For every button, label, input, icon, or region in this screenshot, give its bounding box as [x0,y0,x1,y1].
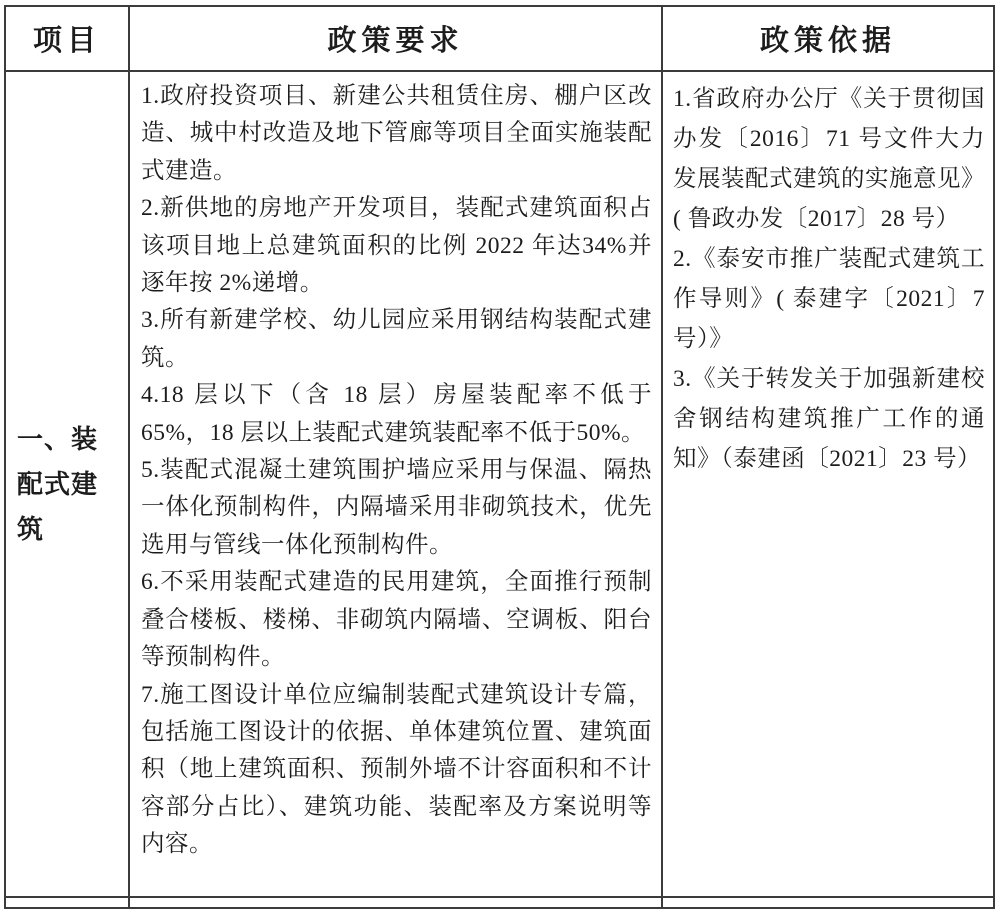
next-row-stub-project [6,898,130,907]
requirement-item: 5.装配式混凝土建筑围护墙应采用与保温、隔热一体化预制构件，内隔墙采用非砌筑技术，优先选用与管线一体化预制构件。 [141,457,652,558]
requirements-cell [130,72,663,898]
requirement-item: 4.18 层以下（含 18 层）房屋装配率不低于65%，18 层以上装配式建筑装配率不低于50%。 [141,382,652,446]
next-row-stub-basis [663,898,993,907]
header-cell-project: 项目 [6,7,130,72]
basis-item: 3.《关于转发关于加强新建校舍钢结构建筑推广工作的通知》（泰建函〔2021〕23 号） [673,366,985,472]
project-cell: 一、装配式建筑 [6,72,130,898]
basis-cell [663,72,993,898]
next-row-stub-requirements [130,898,663,907]
requirement-item: 3.所有新建学校、幼儿园应采用钢结构装配式建筑。 [141,307,652,371]
requirement-item: 1.政府投资项目、新建公共租赁住房、棚户区改造、城中村改造及地下管廊等项目全面实施装配式建造。 [141,83,652,184]
header-cell-basis: 政策依据 [663,7,993,72]
basis-item: 1.省政府办公厅《关于贯彻国办发〔2016〕71 号文件大力发展装配式建筑的实施意见》( 鲁政办发〔2017〕28 号） [673,86,985,232]
requirement-item: 7.施工图设计单位应编制装配式建筑设计专篇，包括施工图设计的依据、单体建筑位置、建筑面积（地上建筑面积、预制外墙不计容面积和不计容部分占比）、建筑功能、装配率及方案说明等内容。 [141,681,652,858]
requirement-item: 2.新供地的房地产开发项目，装配式建筑面积占该项目地上总建筑面积的比例 2022 年达34%并逐年按 2%递增。 [141,195,652,297]
basis-item: 2.《泰安市推广装配式建筑工作导则》( 泰建字〔2021〕7 号）》 [673,246,985,352]
policy-table [4,5,995,909]
header-cell-requirements: 政策要求 [130,7,663,72]
requirement-item: 6.不采用装配式建造的民用建筑，全面推行预制叠合楼板、楼梯、非砌筑内隔墙、空调板、阳台等预制构件。 [141,569,652,671]
